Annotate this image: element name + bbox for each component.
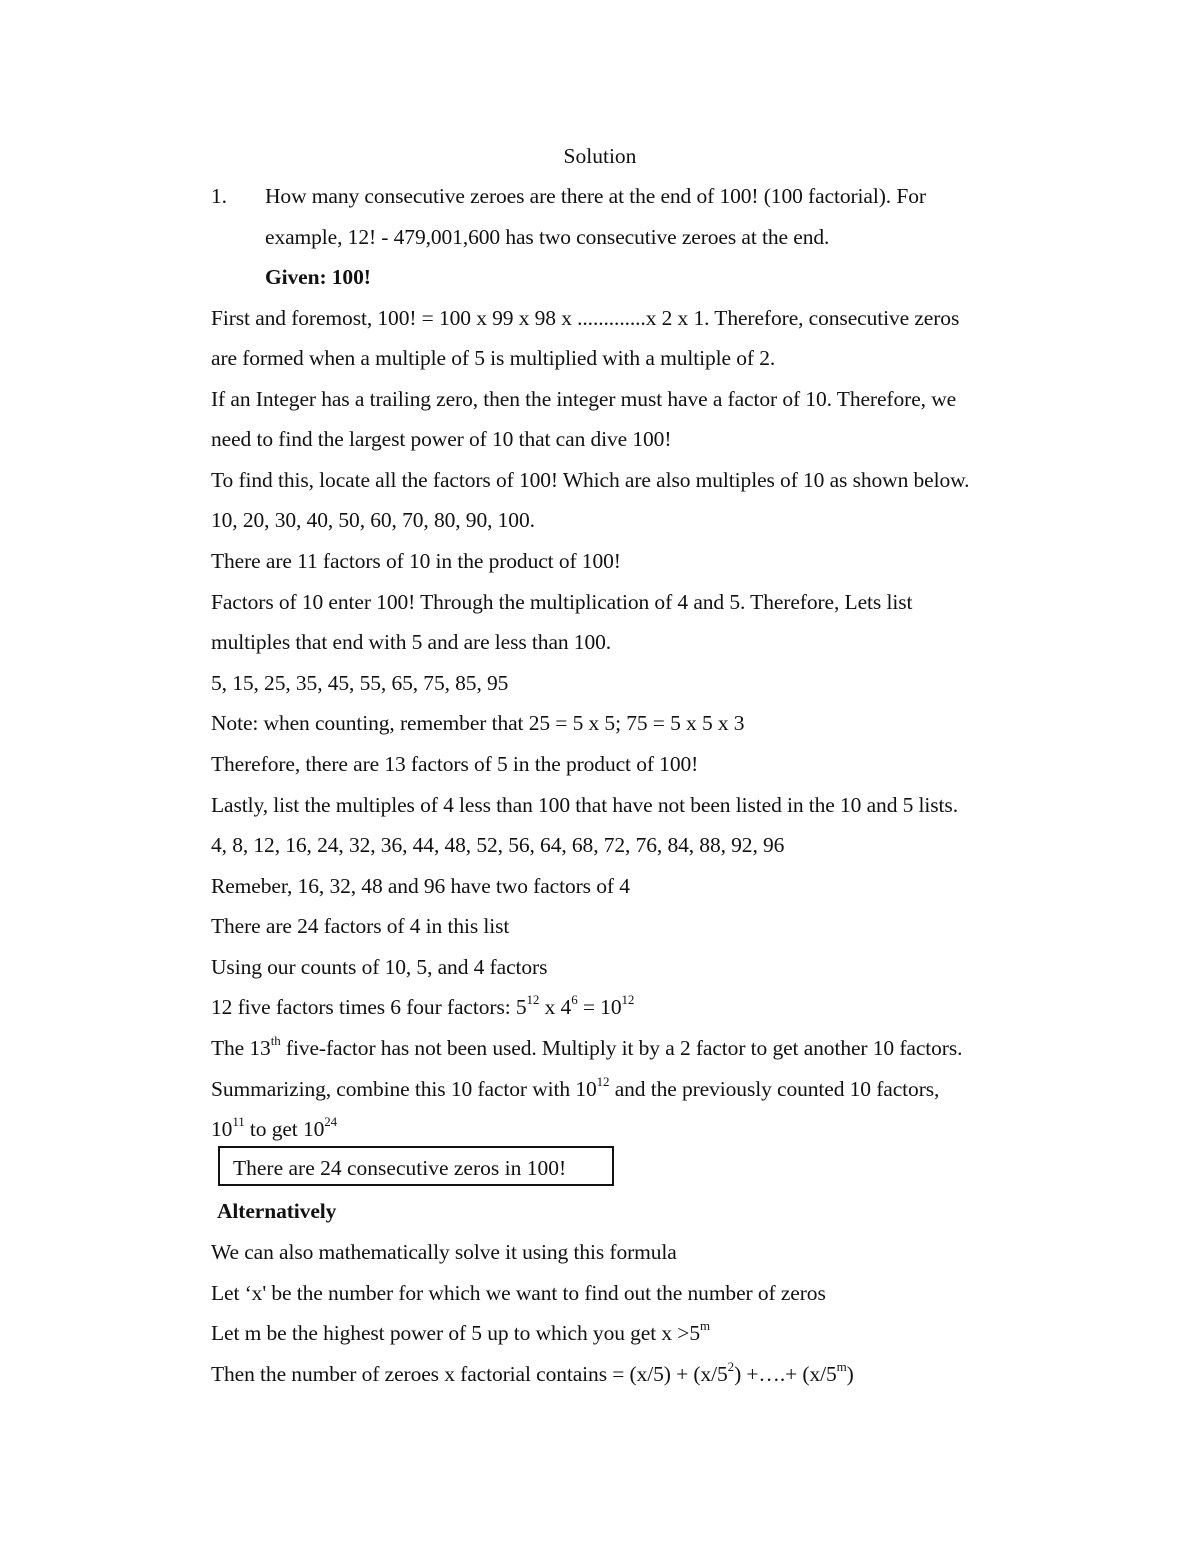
superscript: 11 bbox=[232, 1113, 245, 1129]
text-line: Lastly, list the multiples of 4 less than 100 that have not been listed in the 10 and 5 lists. bbox=[211, 793, 958, 817]
answer-box bbox=[218, 1146, 614, 1186]
text-line: 5, 15, 25, 35, 45, 55, 65, 75, 85, 95 bbox=[211, 671, 509, 695]
text-line: We can also mathematically solve it using this formula bbox=[211, 1240, 677, 1264]
superscript: 6 bbox=[571, 991, 578, 1007]
text-line: There are 11 factors of 10 in the product of 100! bbox=[211, 549, 621, 573]
text-line: 4, 8, 12, 16, 24, 32, 36, 44, 48, 52, 56, 64, 68, 72, 76, 84, 88, 92, 96 bbox=[211, 833, 785, 857]
text-line: need to find the largest power of 10 that can dive 100! bbox=[211, 427, 672, 451]
text-line: Remeber, 16, 32, 48 and 96 have two factors of 4 bbox=[211, 874, 630, 898]
text-line: Using our counts of 10, 5, and 4 factors bbox=[211, 955, 548, 979]
text-line bbox=[211, 1318, 710, 1348]
text-line: To find this, locate all the factors of 100! Which are also multiples of 10 as shown below. bbox=[211, 468, 970, 492]
text-line: Note: when counting, remember that 25 = 5 x 5; 75 = 5 x 5 x 3 bbox=[211, 711, 745, 735]
text-line: First and foremost, 100! = 100 x 99 x 98 x .............x 2 x 1. Therefore, consecutive zeros bbox=[211, 306, 960, 330]
text-line bbox=[211, 1074, 939, 1104]
text-segment: The 13 bbox=[211, 1036, 271, 1060]
question-line-2: example, 12! - 479,001,600 has two consecutive zeroes at the end. bbox=[265, 225, 830, 249]
superscript: 12 bbox=[596, 1073, 610, 1089]
question-line-1: How many consecutive zeroes are there at the end of 100! (100 factorial). For bbox=[265, 184, 926, 208]
given-label: Given: 100! bbox=[265, 265, 371, 289]
superscript: m bbox=[700, 1317, 711, 1333]
superscript: m bbox=[836, 1358, 847, 1374]
superscript: th bbox=[270, 1032, 281, 1048]
text-line: Therefore, there are 13 factors of 5 in the product of 100! bbox=[211, 752, 699, 776]
superscript: 2 bbox=[727, 1358, 735, 1374]
alternative-heading: Alternatively bbox=[217, 1199, 337, 1223]
text-line: Let ‘x' be the number for which we want to find out the number of zeros bbox=[211, 1281, 826, 1305]
text-segment: 12 five factors times 6 four factors: 5 bbox=[211, 995, 527, 1019]
equation-line bbox=[211, 992, 634, 1022]
text-segment: Summarizing, combine this 10 factor with 10 bbox=[211, 1077, 597, 1101]
text-segment: and the previously counted 10 factors, bbox=[609, 1077, 940, 1101]
text-line: Factors of 10 enter 100! Through the multiplication of 4 and 5. Therefore, Lets list bbox=[211, 590, 913, 614]
formula-line bbox=[211, 1359, 854, 1389]
text-segment: five-factor has not been used. Multiply it by a 2 factor to get another 10 factors. bbox=[280, 1036, 963, 1060]
question-number: 1. bbox=[211, 184, 227, 208]
text-segment: Let m be the highest power of 5 up to which you get x >5 bbox=[211, 1321, 700, 1345]
text-segment: ) bbox=[846, 1362, 854, 1386]
text-line bbox=[211, 1114, 337, 1144]
superscript: 24 bbox=[324, 1113, 338, 1129]
text-segment: ) +….+ (x/5 bbox=[734, 1362, 837, 1386]
text-line: 10, 20, 30, 40, 50, 60, 70, 80, 90, 100. bbox=[211, 508, 535, 532]
text-segment: x 4 bbox=[539, 995, 572, 1019]
text-line: multiples that end with 5 and are less than 100. bbox=[211, 630, 612, 654]
text-segment: = 10 bbox=[577, 995, 622, 1019]
text-segment: to get 10 bbox=[244, 1117, 325, 1141]
page-title: Solution bbox=[563, 144, 637, 168]
text-segment: Then the number of zeroes x factorial contains = (x/5) + (x/5 bbox=[211, 1362, 728, 1386]
superscript: 12 bbox=[526, 991, 540, 1007]
answer-text: There are 24 consecutive zeros in 100! bbox=[233, 1156, 567, 1180]
text-segment: 10 bbox=[211, 1117, 233, 1141]
superscript: 12 bbox=[621, 991, 635, 1007]
text-line: are formed when a multiple of 5 is multiplied with a multiple of 2. bbox=[211, 346, 776, 370]
text-line: There are 24 factors of 4 in this list bbox=[211, 914, 510, 938]
text-line bbox=[211, 1033, 962, 1063]
text-line: If an Integer has a trailing zero, then the integer must have a factor of 10. Therefore, we bbox=[211, 387, 957, 411]
